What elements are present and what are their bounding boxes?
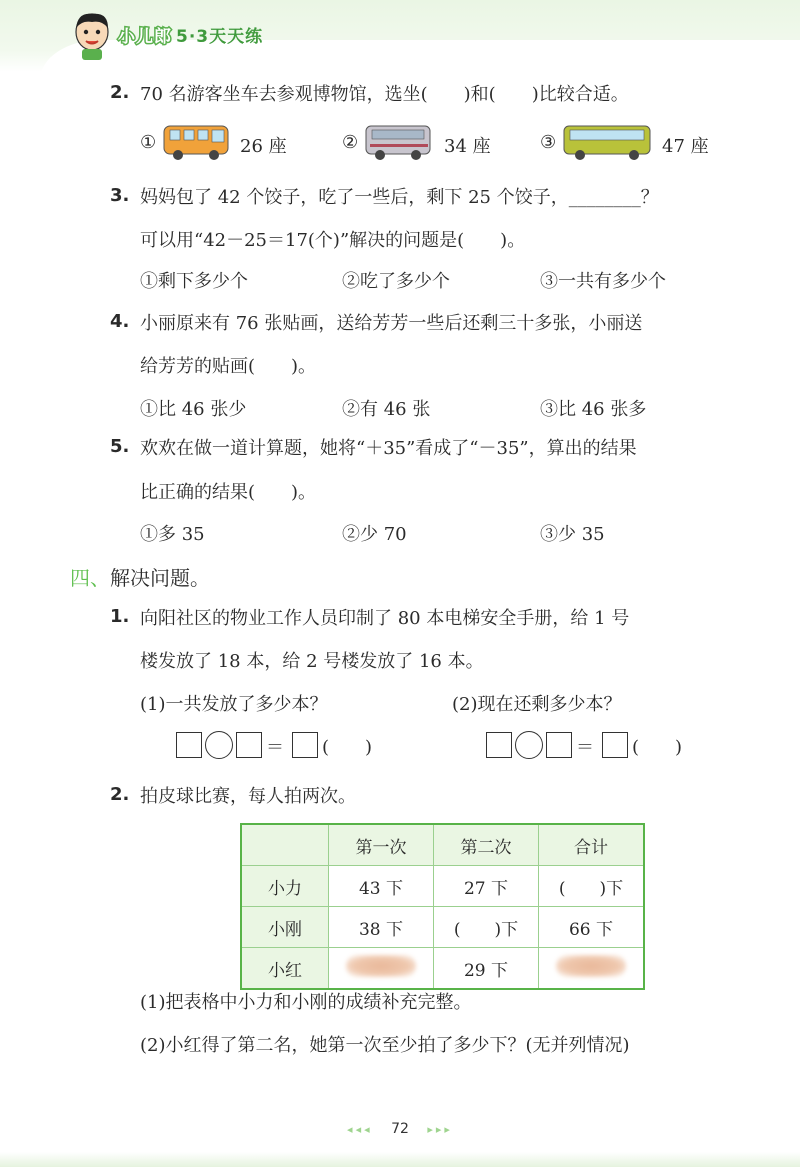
option-item: ③少 35 xyxy=(540,524,605,545)
table-cell: 27 下 xyxy=(434,866,539,907)
question-text: 小丽原来有 76 张贴画，送给芳芳一些后还剩三十多张，小丽送 xyxy=(140,313,643,334)
option-item: ①比 46 张少 xyxy=(140,399,247,420)
row-name: 小红 xyxy=(241,948,329,990)
table-header-cell: 合计 xyxy=(539,824,645,866)
left-arrows-icon: ◂◂◂ xyxy=(347,1123,373,1136)
section-title: 解决问题。 xyxy=(110,566,210,590)
footer-band xyxy=(0,1152,800,1167)
row-name: 小刚 xyxy=(241,907,329,948)
row-name: 小力 xyxy=(241,866,329,907)
brand-suffix: 5·3天天练 xyxy=(176,27,264,47)
mascot-logo-icon xyxy=(70,10,114,62)
question-number: 5. xyxy=(110,436,130,457)
question-text: 比正确的结果( )。 xyxy=(140,482,317,503)
option-label: 47 座 xyxy=(662,136,709,157)
sub-question: (1)一共发放了多少本？ xyxy=(140,694,328,715)
option-item: ③比 46 张多 xyxy=(540,399,647,420)
question-text: 70 名游客坐车去参观博物馆，选坐( )和( )比较合适。 xyxy=(140,84,629,105)
smudge-mark xyxy=(346,955,416,977)
table-cell: 66 下 xyxy=(539,907,645,948)
question-text: 可以用“42－25＝17(个)”解决的问题是( )。 xyxy=(140,230,526,251)
answer-box[interactable] xyxy=(546,732,572,758)
sub-question: (2)小红得了第二名，她第一次至少拍了多少下？(无并列情况) xyxy=(140,1035,630,1056)
right-arrows-icon: ▸▸▸ xyxy=(427,1123,453,1136)
table-cell: 38 下 xyxy=(329,907,434,948)
option-item: ①多 35 xyxy=(140,524,205,545)
question-text: 拍皮球比赛，每人拍两次。 xyxy=(140,786,356,807)
question-number: 4. xyxy=(110,311,130,332)
answer-box[interactable] xyxy=(602,732,628,758)
equals-sign: ＝ xyxy=(576,737,594,758)
table-header-cell: 第一次 xyxy=(329,824,434,866)
unit-blank[interactable]: ( ) xyxy=(322,737,373,758)
option-item: ①剩下多少个 xyxy=(140,271,248,292)
bus-47-seat-icon xyxy=(562,122,654,162)
table-header-cell xyxy=(241,824,329,866)
brand-title xyxy=(118,22,263,47)
question-number: 2. xyxy=(110,82,130,103)
question-number: 3. xyxy=(110,185,130,206)
equals-sign: ＝ xyxy=(266,737,284,758)
option-item: ③一共有多少个 xyxy=(540,271,666,292)
answer-box[interactable] xyxy=(292,732,318,758)
question-number: 2. xyxy=(110,784,130,805)
operator-circle[interactable] xyxy=(205,731,233,759)
table-header-cell: 第二次 xyxy=(434,824,539,866)
page-footer xyxy=(0,1121,800,1137)
option-marker: ③ xyxy=(540,132,557,153)
obscured-cell xyxy=(329,948,434,990)
option-marker: ② xyxy=(342,132,359,153)
smudge-mark xyxy=(556,955,626,977)
table-header-row xyxy=(241,824,644,866)
score-table xyxy=(240,823,645,990)
table-cell: 43 下 xyxy=(329,866,434,907)
sub-question: (1)把表格中小力和小刚的成绩补充完整。 xyxy=(140,992,472,1013)
question-number: 1. xyxy=(110,606,130,627)
obscured-cell xyxy=(539,948,645,990)
question-text: 楼发放了 18 本，给 2 号楼发放了 16 本。 xyxy=(140,651,484,672)
answer-box[interactable] xyxy=(176,732,202,758)
table-cell-blank[interactable]: ( )下 xyxy=(434,907,539,948)
option-label: 34 座 xyxy=(444,136,491,157)
option-item: ②有 46 张 xyxy=(342,399,431,420)
question-text: 给芳芳的贴画( )。 xyxy=(140,356,317,377)
table-cell: 29 下 xyxy=(434,948,539,990)
brand-name: 小儿郎 xyxy=(118,27,172,47)
answer-box[interactable] xyxy=(236,732,262,758)
question-text: 妈妈包了 42 个饺子，吃了一些后，剩下 25 个饺子，________？ xyxy=(140,187,659,208)
question-text: 欢欢在做一道计算题，她将“＋35”看成了“－35”，算出的结果 xyxy=(140,438,637,459)
question-text: 向阳社区的物业工作人员印制了 80 本电梯安全手册，给 1 号 xyxy=(140,608,630,629)
bus-26-seat-icon xyxy=(162,122,232,162)
sub-question: (2)现在还剩多少本？ xyxy=(452,694,622,715)
section-number: 四、 xyxy=(70,566,110,590)
option-label: 26 座 xyxy=(240,136,287,157)
section-heading xyxy=(70,562,210,591)
table-row xyxy=(241,948,644,990)
table-row xyxy=(241,866,644,907)
page-number: 72 xyxy=(391,1121,409,1137)
unit-blank[interactable]: ( ) xyxy=(632,737,683,758)
table-row xyxy=(241,907,644,948)
operator-circle[interactable] xyxy=(515,731,543,759)
table-cell-blank[interactable]: ( )下 xyxy=(539,866,645,907)
option-item: ②少 70 xyxy=(342,524,407,545)
option-marker: ① xyxy=(140,132,157,153)
option-item: ②吃了多少个 xyxy=(342,271,450,292)
bus-34-seat-icon xyxy=(364,122,434,162)
answer-box[interactable] xyxy=(486,732,512,758)
